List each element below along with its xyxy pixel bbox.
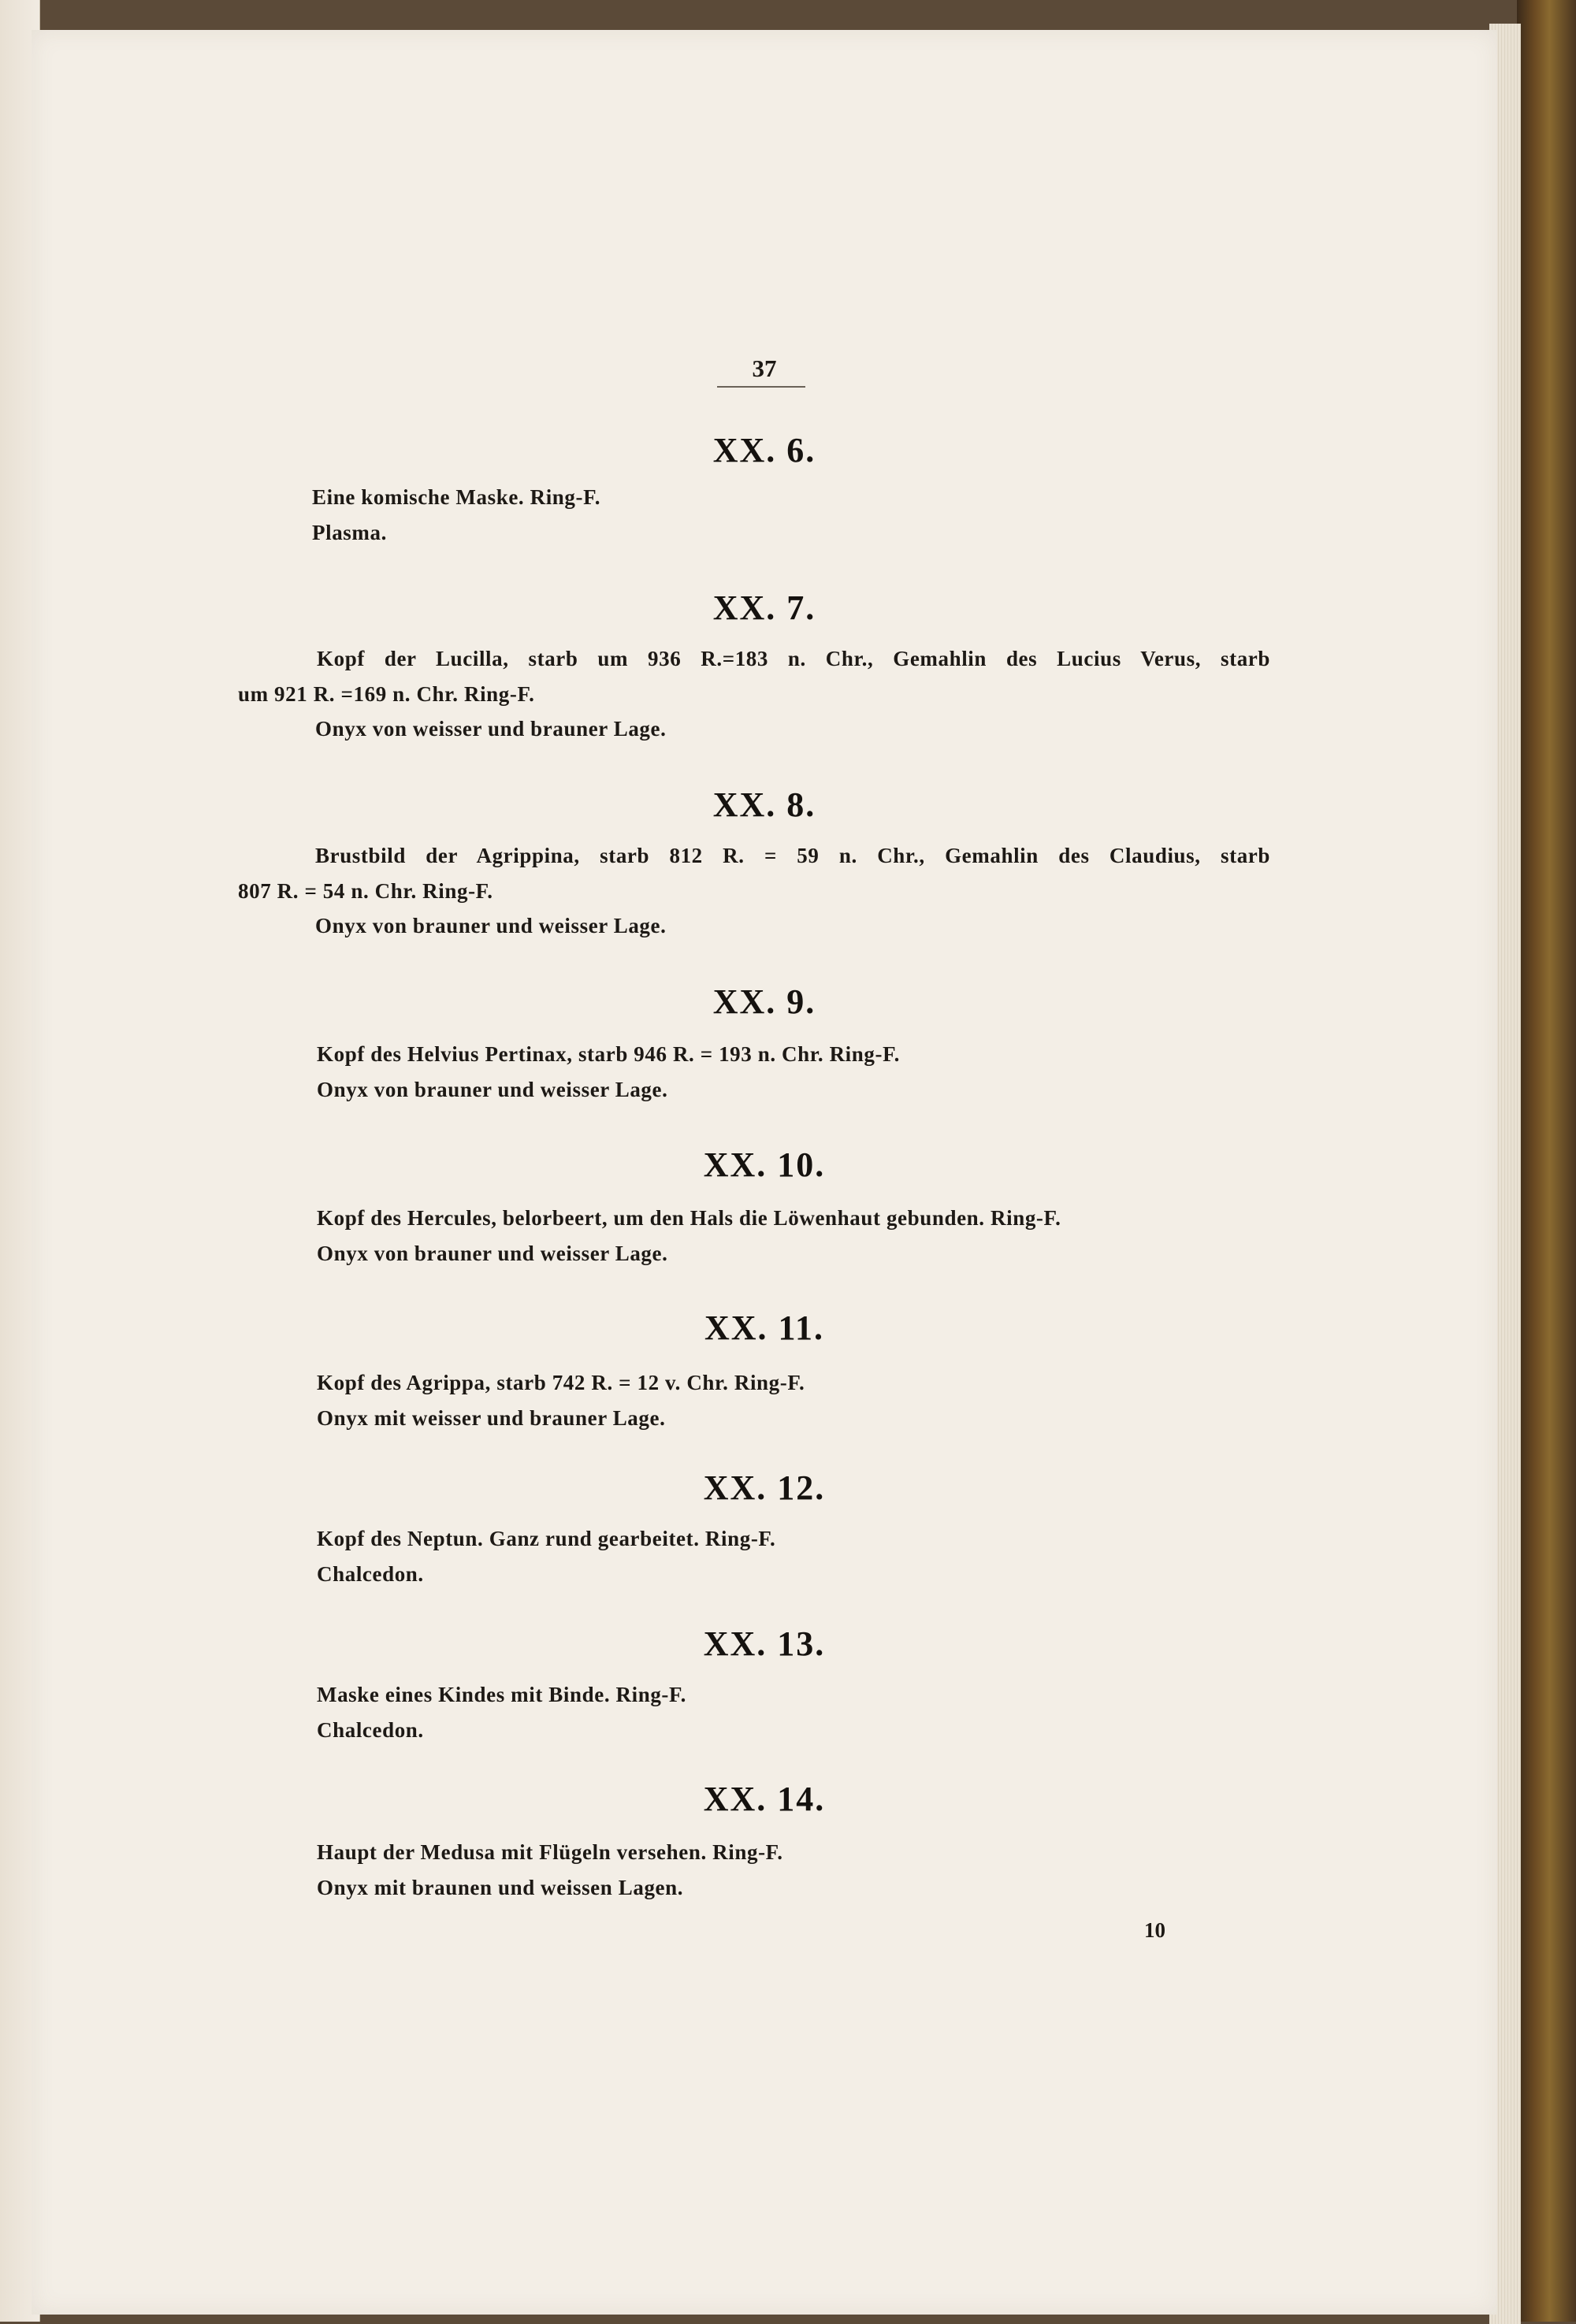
entry-title: XX. 8. xyxy=(712,785,816,824)
header-rule xyxy=(717,386,805,388)
entry-material: Onyx von brauner und weisser Lage. xyxy=(315,914,667,937)
book-page xyxy=(32,30,1497,2315)
entry-title: XX. 12. xyxy=(703,1468,826,1507)
entry-material: Onyx mit weisser und brauner Lage. xyxy=(317,1406,666,1430)
entry-description: Kopf des Helvius Pertinax, starb 946 R. = 193 n. Chr. Ring-F. xyxy=(317,1042,901,1066)
entry-title: XX. 14. xyxy=(703,1780,826,1818)
entry-material: Onyx von brauner und weisser Lage. xyxy=(317,1242,668,1265)
page-number: 37 xyxy=(752,355,777,382)
book-cover-edge xyxy=(1517,0,1576,2322)
entry-material: Onyx mit braunen und weissen Lagen. xyxy=(317,1876,684,1899)
entry-description: Eine komische Maske. Ring-F. xyxy=(312,485,601,509)
entry-title: XX. 6. xyxy=(712,431,816,470)
entry-material: Onyx von weisser und brauner Lage. xyxy=(315,717,667,741)
entry-description-continued: 807 R. = 54 n. Chr. Ring-F. xyxy=(238,879,493,903)
entry-description: Maske eines Kindes mit Binde. Ring-F. xyxy=(317,1683,686,1706)
entry-material: Plasma. xyxy=(312,521,387,544)
entry-title: XX. 7. xyxy=(712,588,816,627)
entry-title: XX. 11. xyxy=(704,1309,825,1347)
entry-description-continued: um 921 R. =169 n. Chr. Ring-F. xyxy=(238,682,535,706)
entry-title: XX. 10. xyxy=(703,1145,826,1184)
entry-description: Kopf des Agrippa, starb 742 R. = 12 v. Chr. Ring-F. xyxy=(317,1371,805,1394)
signature-mark: 10 xyxy=(1144,1918,1165,1942)
entry-material: Chalcedon. xyxy=(317,1562,424,1586)
entry-description: Haupt der Medusa mit Flügeln versehen. Ring-F. xyxy=(317,1840,783,1864)
entry-title: XX. 9. xyxy=(712,982,816,1021)
entry-title: XX. 13. xyxy=(703,1624,826,1663)
entry-description: Brustbild der Agrippina, starb 812 R. = 59 n. Chr., Gemahlin des Claudius, starb xyxy=(315,844,1270,867)
entry-description: Kopf des Neptun. Ganz rund gearbeitet. Ring-F. xyxy=(317,1527,776,1550)
entry-description: Kopf des Hercules, belorbeert, um den Hals die Löwenhaut gebunden. Ring-F. xyxy=(317,1206,1061,1230)
entry-description: Kopf der Lucilla, starb um 936 R.=183 n. Chr., Gemahlin des Lucius Verus, starb xyxy=(317,647,1270,670)
entry-material: Onyx von brauner und weisser Lage. xyxy=(317,1078,668,1101)
entry-material: Chalcedon. xyxy=(317,1718,424,1742)
